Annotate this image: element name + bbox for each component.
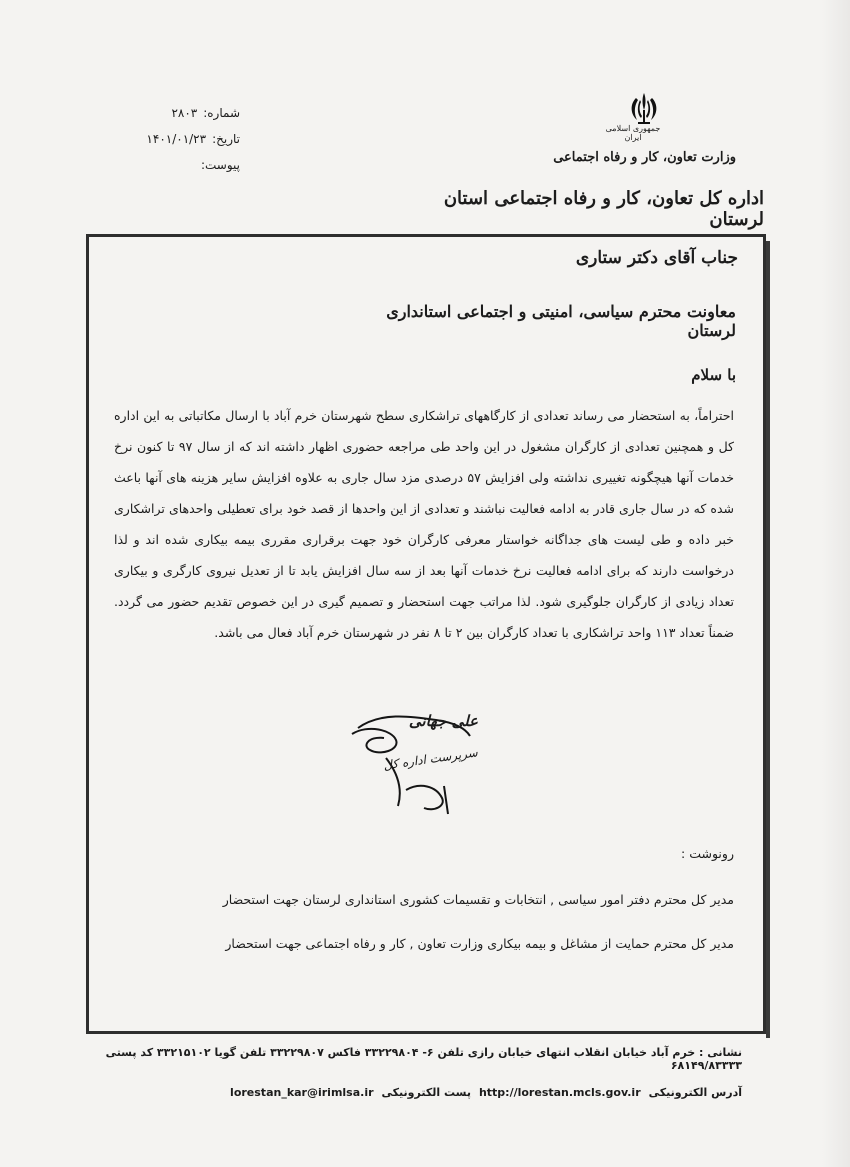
footer-address: نشانی : خرم آباد خیابان انقلاب انتهای خیابان رازی تلفن ۶- ۳۳۲۲۹۸۰۴ فاکس ۳۳۲۲۹۸۰۷ تلفن گویا ۳۳۲۱۵۱۰۲ کد پستی ۶۸۱۴۹/۸۳۳۳۳ <box>105 1046 742 1072</box>
letter-number-row <box>100 100 240 126</box>
addressee-title: معاونت محترم سیاسی، امنیتی و اجتماعی استانداری لرستان <box>386 302 736 340</box>
cc-title: رونوشت : <box>681 846 734 861</box>
email-label: پست الکترونیکی <box>381 1086 471 1099</box>
office-name: اداره کل تعاون، کار و رفاه اجتماعی استان لرستان <box>443 188 764 230</box>
ministry-name: وزارت تعاون، کار و رفاه اجتماعی <box>553 150 736 165</box>
letter-attachment-label: پیوست: <box>200 158 240 172</box>
letter-attachment-row <box>100 152 240 178</box>
letter-body: احتراماً، به استحضار می رساند تعدادی از کارگاههای تراشکاری سطح شهرستان خرم آباد با ارسال مکاتباتی به این اداره کل و همچنین تعدادی از کارگران مشغول در این واحد طی مراجعه حضوری اظهار داشته اند که از سال ۹۷ تا کنون نرخ خدمات آنها هیچگونه تغییری نداشته ولی افزایش ۵۷ درصدی مزد سال جاری به علاوه افزایش سایر هزینه های آنها باعث شده که در سال جاری قادر به ادامه فعالیت نباشند و تعدادی از این واحدها از قصد خود برای تعطیلی واحدهای تراشکاری خبر داده و طی لیست های جداگانه خواستار معرفی کارگران خود جهت برقراری مقرری بیمه بیکاری شده اند و لذا درخواست دارند که برای ادامه فعالیت نرخ خدمات آنها بعد از سه سال افزایش یابد تا از تعدیل نیروی کارگری و بیکاری تعداد زیادی از کارگران جلوگیری شود. لذا مراتب جهت استحضار و تصمیم گیری در این خصوص تقدیم حضور می گردد. ضمناً تعداد ۱۱۳ واحد تراشکاری با تعداد کارگران بین ۲ تا ۸ نفر در شهرستان خرم آباد فعال می باشد. <box>114 408 734 640</box>
signatory-title: سرپرست اداره کل <box>382 745 479 773</box>
letter-number-value: ۲۸۰۳ <box>171 106 198 120</box>
cc-line: مدیر کل محترم دفتر امور سیاسی , انتخابات و تقسیمات کشوری استانداری لرستان جهت استحضار <box>222 892 734 907</box>
footer-contacts <box>42 1086 742 1099</box>
addressee-name: جناب آقای دکتر ستاری <box>575 248 738 268</box>
email-link[interactable]: lorestan_kar@irimlsa.ir <box>230 1086 374 1099</box>
emblem-caption: جمهوری اسلامی ایران <box>605 124 661 142</box>
cc-line: مدیر کل محترم حمایت از مشاغل و بیمه بیکاری وزارت تعاون , کار و رفاه اجتماعی جهت استحضار <box>225 936 734 951</box>
website-label: آدرس الکترونیکی <box>648 1086 742 1099</box>
letter-date-row <box>100 126 240 152</box>
scan-edge <box>822 0 850 1167</box>
iran-emblem-icon <box>622 90 666 128</box>
greeting: با سلام <box>691 366 736 384</box>
signatory-name: علی جهانی <box>408 712 478 730</box>
letter-meta <box>100 100 240 178</box>
letter-date-value: ۱۴۰۱/۰۱/۲۳ <box>146 132 207 146</box>
letter-date-label: تاریخ: <box>212 132 240 146</box>
letter-number-label: شماره: <box>203 106 240 120</box>
website-link[interactable]: http://lorestan.mcls.gov.ir <box>478 1086 641 1099</box>
